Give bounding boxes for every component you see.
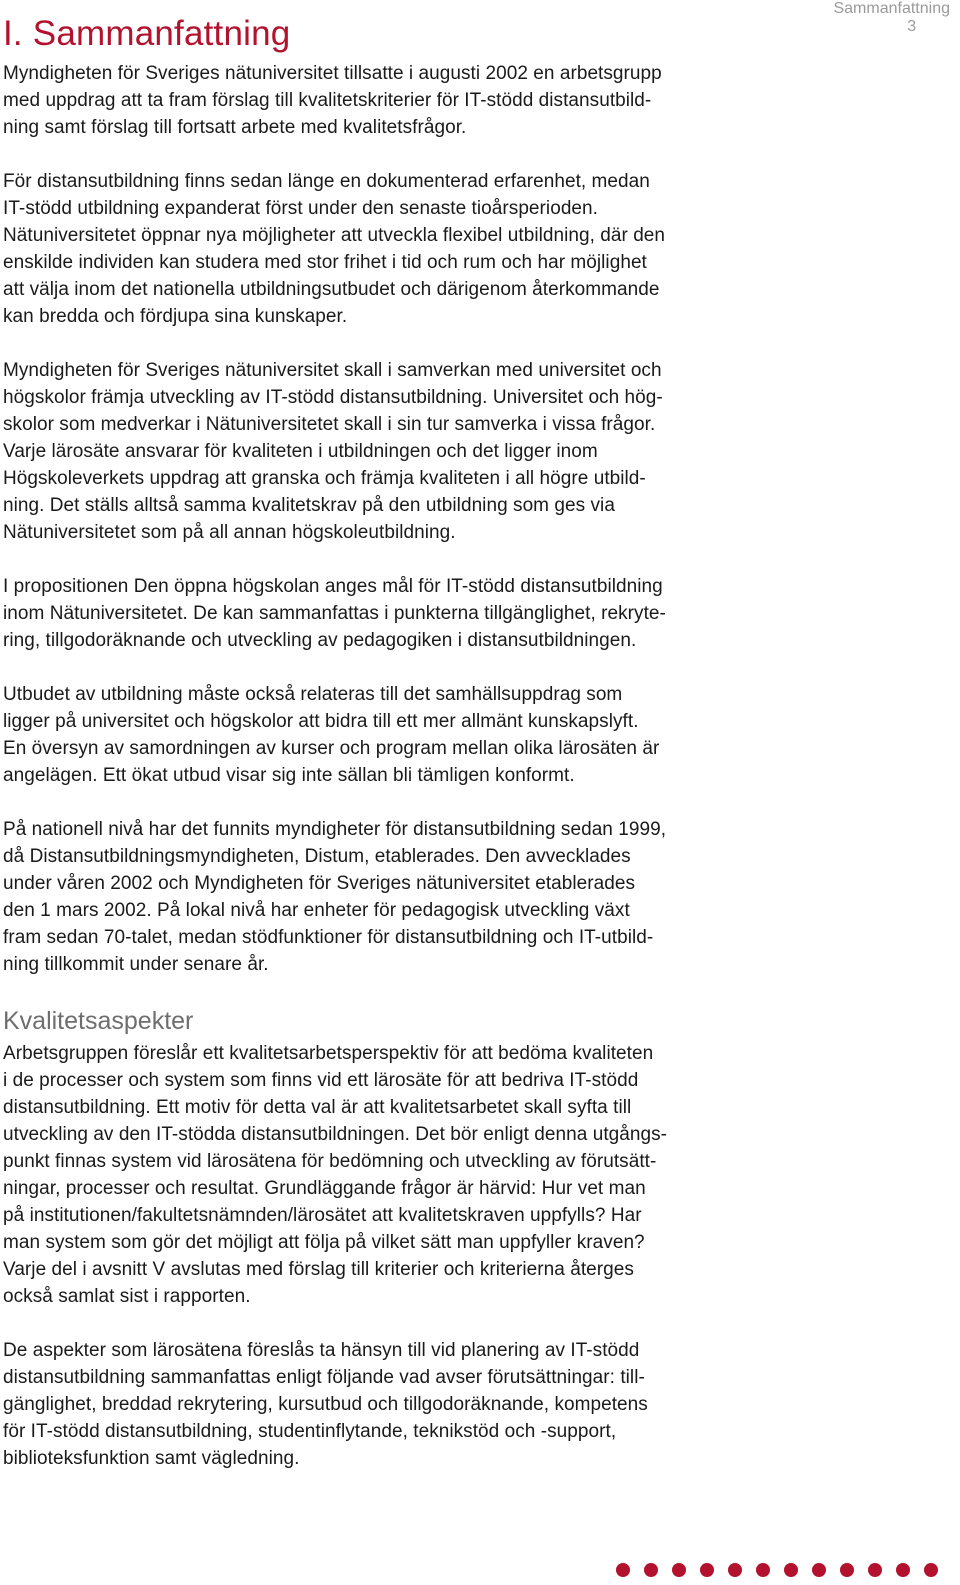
paragraph-section-2: De aspekter som lärosätena föreslås ta hänsyn till vid planering av IT-stödd distansutbildning sammanfattas enligt följande vad avser förutsättningar: till- gänglighet, breddad rekrytering, kursutbud och tillgodoräknande, kompetens för IT-stödd distansutbildning, studentinflytande, teknikstöd och -support, biblioteksfunktion samt vägledning. — [3, 1340, 648, 1469]
section-heading: Kvalitetsaspekter — [3, 1007, 194, 1035]
body-content — [3, 60, 798, 1499]
decorative-dot — [924, 1563, 938, 1577]
running-header — [833, 0, 950, 36]
paragraph-intro-1: Myndigheten för Sveriges nätuniversitet tillsatte i augusti 2002 en arbetsgrupp med uppdrag att ta fram förslag till kvalitetskriterier för IT-stödd distansutbild- ning samt förslag till fortsatt arbete med kvalitetsfrågor. — [3, 63, 662, 138]
decorative-dot — [812, 1563, 826, 1577]
decorative-dot — [784, 1563, 798, 1577]
decorative-dot — [896, 1563, 910, 1577]
paragraph-intro-6: På nationell nivå har det funnits myndigheter för distansutbildning sedan 1999, då Distansutbildningsmyndigheten, Distum, etablerades. Den avvecklades under våren 2002 och Myndigheten för Sveriges nätuniversitet etablerades den 1 mars 2002. På lokal nivå har enheter för pedagogisk utveckling växt fram sedan 70-talet, medan stödfunktioner för distansutbildning och IT-utbild- ning tillkommit under senare år. — [3, 819, 667, 975]
paragraph-section-1: Arbetsgruppen föreslår ett kvalitetsarbetsperspektiv för att bedöma kvaliteten i de processer och system som finns vid ett lärosäte för att bedriva IT-stödd distansutbildning. Ett motiv för detta val är att kvalitetsarbetet skall syfta till utveckling av den IT-stödda distansutbildningen. Det bör enligt denna utgångs- punkt finnas system vid lärosätena för bedömning och utveckling av förutsätt- ningar, processer och resultat. Grundläggande frågor är härvid: Hur vet man på institutionen/fakultetsnämnden/lärosätet att kvalitetskraven uppfylls? Har man system som gör det möjligt att följa på vilket sätt man uppfyller kraven? Varje del i avsnitt V avslutas med förslag till kriterier och kriterierna återges också samlat sist i rapporten. — [3, 1043, 668, 1307]
page-title: I. Sammanfattning — [3, 14, 291, 53]
decorative-dot — [616, 1563, 630, 1577]
paragraph-intro-4: I propositionen Den öppna högskolan anges mål för IT-stödd distansutbildning inom Nätuniversitetet. De kan sammanfattas i punkterna tillgänglighet, rekryte- ring, tillgodoräknande och utveckling av pedagogiken i distansutbildningen. — [3, 576, 666, 651]
paragraph-intro-2: För distansutbildning finns sedan länge en dokumenterad erfarenhet, medan IT-stödd utbildning expanderat först under den senaste tioårsperioden. Nätuniversitetet öppnar nya möjligheter att utveckla flexibel utbildning, där den enskilde individen kan studera med stor frihet i tid och rum och har möjlighet att välja inom det nationella utbildningsutbudet och därigenom återkommande kan bredda och fördjupa sina kunskaper. — [3, 171, 666, 327]
paragraph-intro-3: Myndigheten för Sveriges nätuniversitet skall i samverkan med universitet och högskolor främja utveckling av IT-stödd distansutbildning. Universitet och hög- skolor som medverkar i Nätuniversitetet skall i sin tur samverka i vissa frågor. Varje lärosäte ansvarar för kvaliteten i utbildningen och det ligger inom Högskoleverkets uppdrag att granska och främja kvaliteten i all högre utbild- ning. Det ställs alltså samma kvalitetskrav på den utbildning som ges via Nätuniversitetet som på all annan högskoleutbildning. — [3, 360, 663, 543]
decorative-dot — [700, 1563, 714, 1577]
decorative-dot — [840, 1563, 854, 1577]
paragraph-intro-5: Utbudet av utbildning måste också relateras till det samhällsuppdrag som ligger på universitet och högskolor att bidra till ett mer allmänt kunskapslyft. En översyn av samordningen av kurser och program mellan olika lärosäten är angelägen. Ett ökat utbud visar sig inte sällan bli tämligen konformt. — [3, 684, 660, 786]
decorative-dot — [868, 1563, 882, 1577]
running-header-section: Sammanfattning — [833, 0, 950, 17]
decorative-dot — [728, 1563, 742, 1577]
decorative-dot — [672, 1563, 686, 1577]
page-number: 3 — [907, 18, 917, 35]
decorative-dot — [756, 1563, 770, 1577]
decorative-dots — [616, 1563, 938, 1577]
decorative-dot — [644, 1563, 658, 1577]
